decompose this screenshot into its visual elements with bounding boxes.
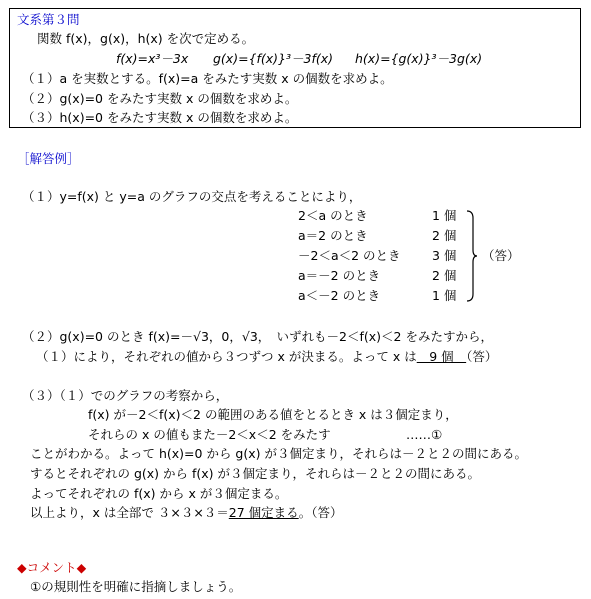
part1-intro: （１）y=f(x) と y=a のグラフの交点を考えることにより， (22, 189, 362, 204)
case-4-condition: a＝－2 のとき (298, 268, 381, 283)
case-4-count: 2 個 (432, 268, 457, 283)
question-1: （１）a を実数とする。f(x)=a をみたす実数 x の個数を求めよ。 (22, 71, 393, 86)
question-3: （３）h(x)=0 をみたす実数 x の個数を求めよ。 (22, 110, 298, 125)
case-3-count: 3 個 (432, 248, 457, 263)
part3-line-2: f(x) が－2＜f(x)＜2 の範囲のある値をとるとき x は３個定まり， (88, 407, 458, 422)
part3-line-4: ことがわかる。よって h(x)=0 から g(x) が３個定まり，それらは－２と２の間にある。 (30, 446, 527, 461)
case-5-count: 1 個 (432, 288, 457, 303)
part1-answer-mark: （答） (482, 248, 520, 263)
def-h: h(x)={g(x)}³－3g(x) (355, 51, 483, 66)
comment-body: ①の規則性を明確に指摘しましょう。 (30, 579, 242, 594)
part2-line-2 (36, 349, 497, 365)
problem-intro: 関数 f(x)，g(x)，h(x) を次で定める。 (37, 31, 255, 46)
case-2-condition: a＝2 のとき (298, 228, 368, 243)
part3-line-7 (30, 505, 342, 521)
part3-line-7-prefix: 以上より，x は全部で ３×３×３＝ (30, 505, 229, 520)
right-brace (466, 210, 478, 302)
part3-line-5: するとそれぞれの g(x) から f(x) が３個定まり，それらは－２と２の間にある。 (30, 466, 481, 481)
part3-line-1: （３）（１）でのグラフの考察から， (22, 388, 229, 403)
part2-answer: 9 個 (416, 349, 467, 364)
part3-circle-one-mark: ……① (406, 427, 443, 442)
case-1-count: 1 個 (432, 208, 457, 223)
case-1-condition: 2＜a のとき (298, 208, 368, 223)
part3-answer: 27 個定まる (228, 505, 299, 520)
part3-line-6: よってそれぞれの f(x) から x が３個定まる。 (30, 486, 288, 501)
case-5-condition: a＜－2 のとき (298, 288, 381, 303)
part3-answer-mark: 。（答） (298, 505, 343, 520)
problem-title: 文系第３問 (17, 12, 80, 27)
part2-line-2-prefix: （１）により，それぞれの値から３つずつ x が決まる。よって x は (36, 349, 417, 364)
def-g: g(x)={f(x)}³－3f(x) (213, 51, 334, 66)
part2-answer-mark: （答） (466, 349, 498, 364)
question-2: （２）g(x)=0 をみたす実数 x の個数を求めよ。 (22, 91, 298, 106)
case-3-condition: －2＜a＜2 のとき (298, 248, 401, 263)
comment-heading: ◆コメント◆ (17, 560, 87, 575)
case-2-count: 2 個 (432, 228, 457, 243)
def-f: f(x)=x³－3x (116, 51, 189, 66)
part2-line-1: （２）g(x)=0 のとき f(x)=－√3，0，√3， いずれも－2＜f(x)＜2 をみたすから， (22, 329, 493, 344)
part3-line-3: それらの x の値もまた－2＜x＜2 をみたす (88, 427, 331, 442)
answer-heading: ［解答例］ (17, 151, 80, 166)
